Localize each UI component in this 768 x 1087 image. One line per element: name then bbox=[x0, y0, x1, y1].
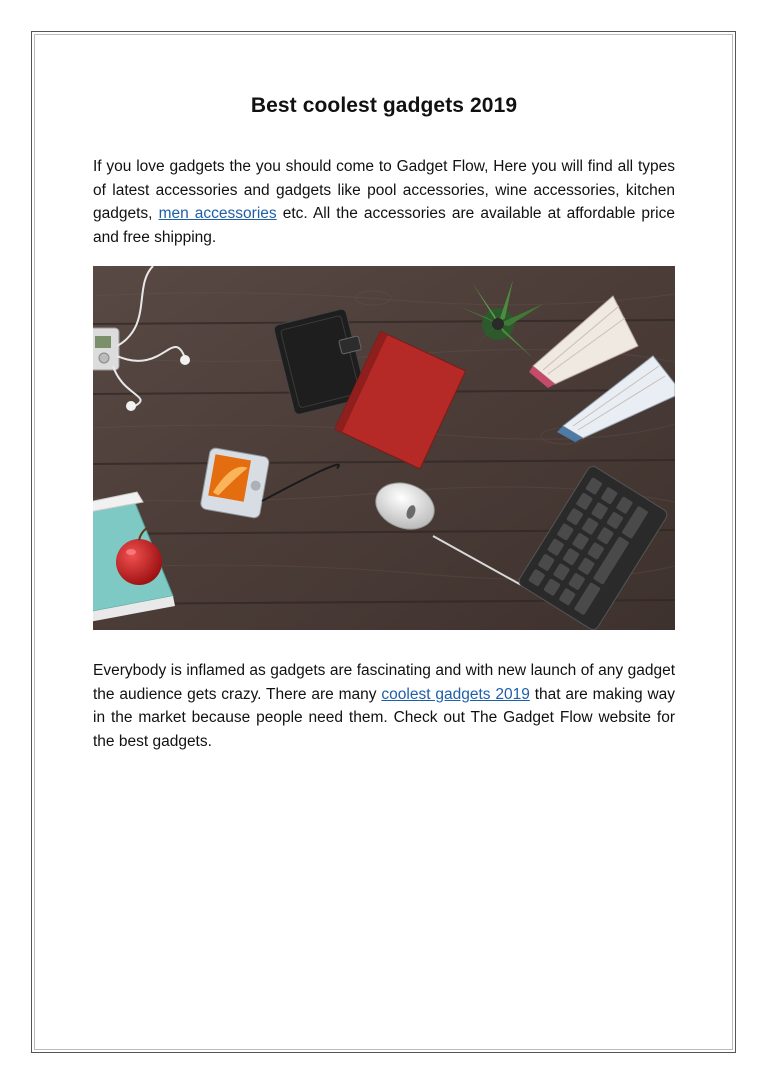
page-title: Best coolest gadgets 2019 bbox=[250, 94, 518, 117]
gadgets-photo bbox=[93, 266, 675, 630]
intro-paragraph bbox=[93, 155, 675, 249]
men-accessories-link[interactable]: men accessories bbox=[158, 205, 277, 222]
closing-text-before: Everybody is inflamed as gadgets are fascinating and with new launch of any gadget the audience gets crazy. There are many bbox=[93, 662, 675, 703]
closing-text-after: that are making way in the market because people need them. Check out The Gadget Flow website for the best gadgets. bbox=[93, 685, 676, 750]
closing-paragraph bbox=[93, 659, 675, 753]
coolest-gadgets-link[interactable]: coolest gadgets 2019 bbox=[381, 685, 530, 703]
intro-text-after: etc. All the accessories are available at affordable price and free shipping. bbox=[93, 205, 676, 246]
intro-text-before: If you love gadgets the you should come to Gadget Flow, Here you will find all types of latest accessories and gadgets like pool accessories, wine accessories, kitchen gadgets, bbox=[93, 158, 675, 222]
